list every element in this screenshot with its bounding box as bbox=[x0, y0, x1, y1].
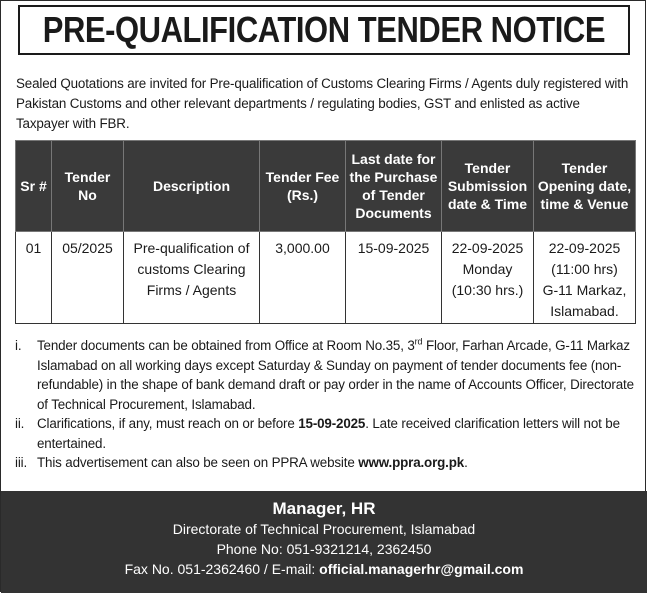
note-text bbox=[37, 336, 639, 414]
header-submission: Tender Submission date & Time bbox=[442, 141, 534, 232]
opening-time: (11:00 hrs) bbox=[551, 261, 618, 277]
note-text-part: . Late received clarification letters will not be entertained. bbox=[37, 416, 620, 451]
cell-last-date: 15-09-2025 bbox=[346, 232, 442, 324]
cell-sr: 01 bbox=[16, 232, 52, 324]
note-text-part: This advertisement can also be seen on PPRA website bbox=[37, 455, 359, 470]
note-superscript: rd bbox=[414, 336, 423, 347]
cell-fee: 3,000.00 bbox=[260, 232, 346, 324]
opening-venue: G-11 Markaz, Islamabad. bbox=[542, 282, 627, 319]
intro-paragraph: Sealed Quotations are invited for Pre-qualification of Customs Clearing Firms / Agents duly registered with Pakistan Customs and other relevant departments / regulating bodies, GST and enlisted as active Taxpayer with FBR. bbox=[16, 76, 629, 131]
notes-list bbox=[15, 336, 639, 473]
note-number: i. bbox=[15, 338, 22, 353]
email-link[interactable]: official.managerhr@gmail.com bbox=[319, 561, 524, 577]
header-description: Description bbox=[124, 141, 260, 232]
header-tender-no: Tender No bbox=[52, 141, 124, 232]
note-text-part: Clarifications, if any, must reach on or before bbox=[37, 416, 299, 431]
note-item bbox=[15, 414, 639, 453]
note-text-part: Tender documents can be obtained from Office at Room No.35, 3 bbox=[37, 338, 415, 353]
note-text-part: Floor, Farhan Arcade, G-11 Markaz Islamabad on all working days except Saturday & Sunday on payment of tender documents fee (non-refundable) in the shape of bank demand draft or pay order in the name of Accounts Officer, Directorate of Technical Procurement, Islamabad. bbox=[37, 338, 634, 412]
note-text bbox=[37, 453, 639, 473]
notice-title: PRE-QUALIFICATION TENDER NOTICE bbox=[42, 9, 606, 50]
directorate-name: Directorate of Technical Procurement, Islamabad bbox=[172, 521, 476, 537]
phone-numbers: Phone No: 051-9321214, 2362450 bbox=[216, 541, 432, 557]
ppra-website-link[interactable]: www.ppra.org.pk bbox=[358, 455, 465, 470]
cell-description: Pre-qualification of customs Clearing Firms / Agents bbox=[124, 232, 260, 324]
note-text bbox=[37, 414, 639, 453]
submission-day: Monday bbox=[462, 261, 513, 277]
header-opening: Tender Opening date, time & Venue bbox=[534, 141, 636, 232]
note-number: ii. bbox=[15, 416, 25, 431]
note-text-part: . bbox=[464, 455, 468, 470]
table-row bbox=[16, 232, 636, 324]
cell-submission bbox=[442, 232, 534, 324]
submission-date: 22-09-2025 bbox=[451, 240, 524, 256]
submission-time: (10:30 hrs.) bbox=[451, 282, 524, 298]
fax-label: Fax No. 051-2362460 / E-mail: bbox=[124, 561, 320, 577]
fax-email-line bbox=[1, 559, 647, 579]
cell-tender-no: 05/2025 bbox=[52, 232, 124, 324]
manager-title: Manager, HR bbox=[272, 499, 376, 518]
notice-title-box bbox=[18, 5, 630, 55]
tender-table bbox=[15, 140, 636, 324]
header-sr: Sr # bbox=[16, 141, 52, 232]
opening-date: 22-09-2025 bbox=[548, 240, 621, 256]
clarification-deadline: 15-09-2025 bbox=[298, 416, 366, 431]
note-item bbox=[15, 453, 639, 473]
header-fee: Tender Fee (Rs.) bbox=[260, 141, 346, 232]
header-last-date: Last date for the Purchase of Tender Documents bbox=[346, 141, 442, 232]
cell-opening bbox=[534, 232, 636, 324]
note-item bbox=[15, 336, 639, 414]
note-number: iii. bbox=[15, 455, 28, 470]
title-area bbox=[1, 1, 645, 61]
contact-footer bbox=[1, 491, 647, 593]
table-header-row bbox=[16, 141, 636, 232]
